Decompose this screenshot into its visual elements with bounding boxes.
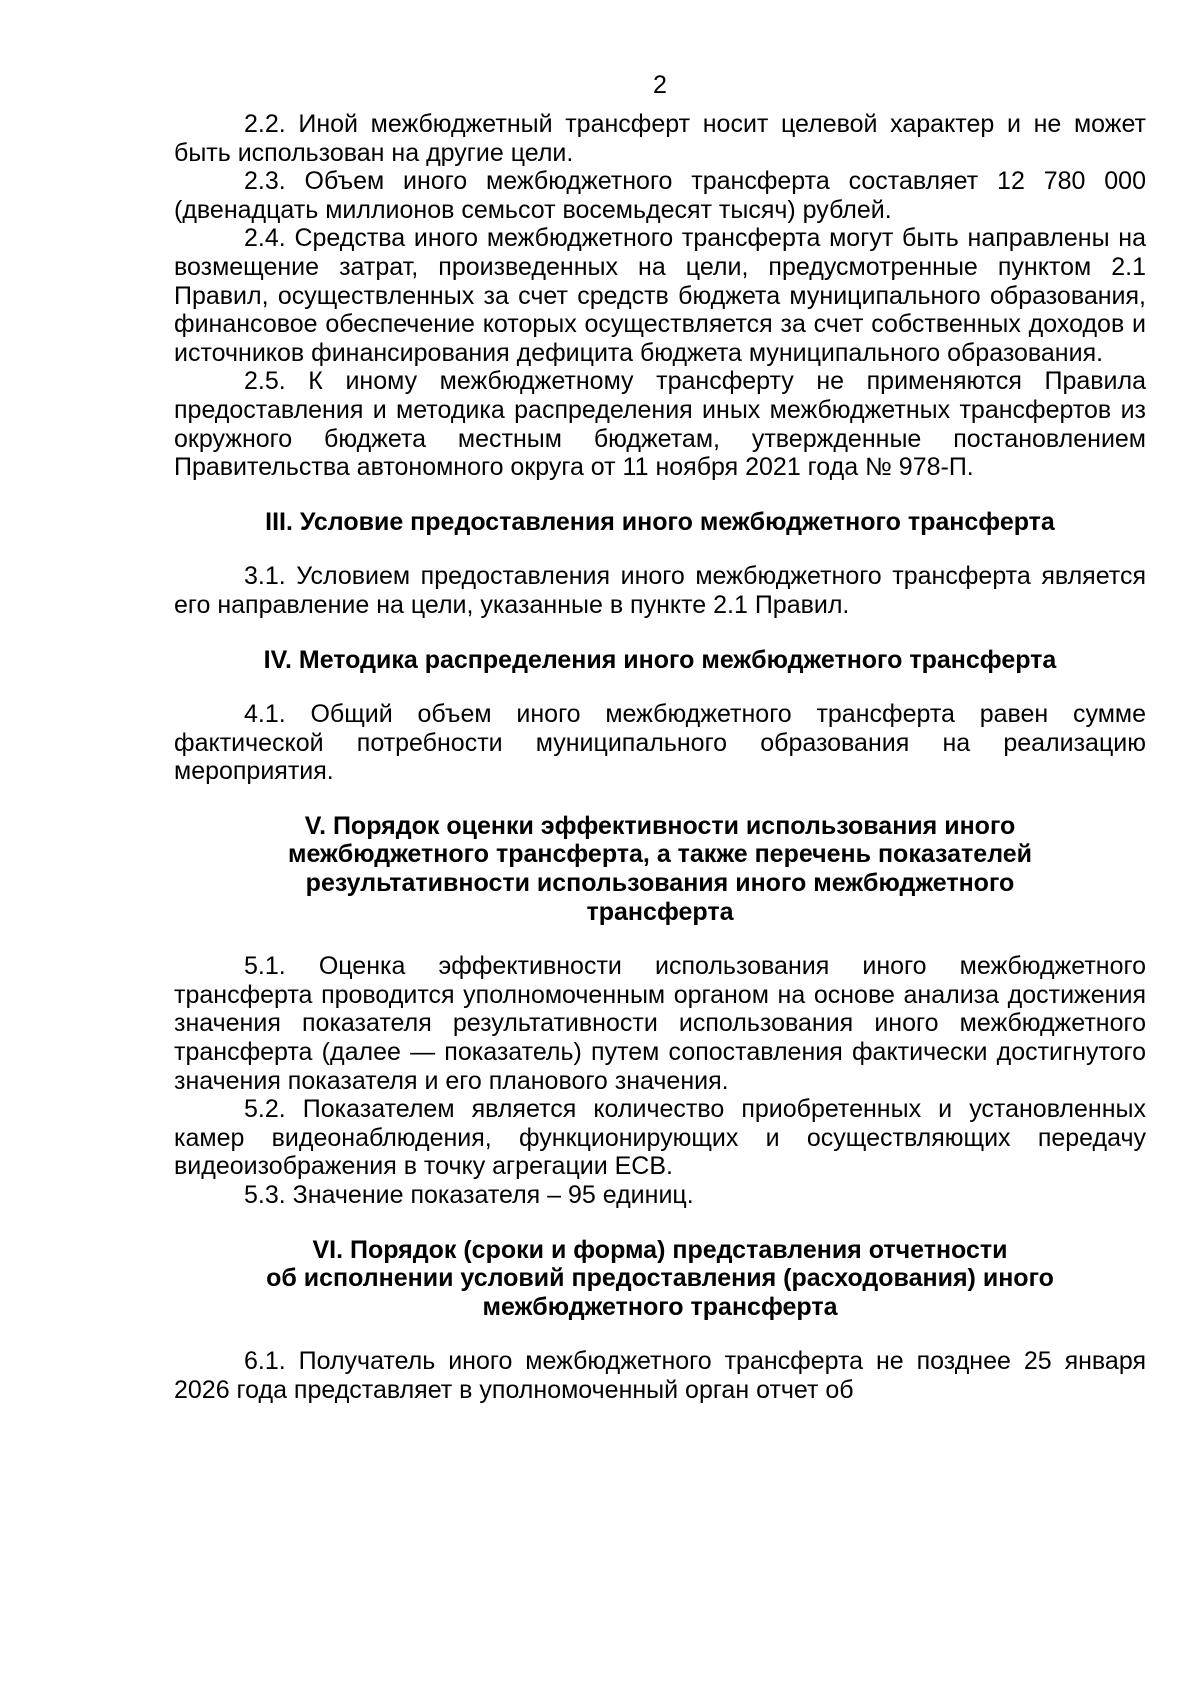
spacer (174, 482, 1146, 508)
spacer (174, 1321, 1146, 1347)
paragraph-2-4: 2.4. Средства иного межбюджетного трансферта могут быть направлены на возмещение затрат, произведенных на цели, предусмотренные пунктом 2.1 Правил, осуществленных за счет средств бюджета муниципального образования, финансовое обеспечение которых осуществляется за счет собственных доходов и источников финансирования дефицита бюджета муниципального образования. (174, 224, 1146, 367)
paragraph-5-1: 5.1. Оценка эффективности использования иного межбюджетного трансферта проводится уполномоченным органом на основе анализа достижения значения показателя результативности использования иного межбюджетного трансферта (далее — показатель) путем сопоставления фактически достигнутого значения показателя и его планового значения. (174, 952, 1146, 1095)
spacer (174, 674, 1146, 700)
spacer (174, 926, 1146, 952)
heading-line: VI. Порядок (сроки и форма) представления отчетности (312, 1235, 1008, 1264)
section-heading-3 (174, 508, 1146, 537)
heading-line: трансферта (586, 897, 734, 926)
paragraph-3-1: 3.1. Условием предоставления иного межбюджетного трансферта является его направление на цели, указанные в пункте 2.1 Правил. (174, 562, 1146, 619)
paragraph-5-2: 5.2. Показателем является количество приобретенных и установленных камер видеонаблюдения, функционирующих и осуществляющих передачу видеоизображения в точку агрегации ЕСВ. (174, 1095, 1146, 1181)
heading-line: межбюджетного трансферта, а также перечень показателей (287, 840, 1033, 869)
paragraph-4-1: 4.1. Общий объем иного межбюджетного трансферта равен сумме фактической потребности муниципального образования на реализацию мероприятия. (174, 700, 1146, 786)
paragraph-2-5: 2.5. К иному межбюджетному трансферту не применяются Правила предоставления и методика распределения иных межбюджетных трансфертов из окружного бюджета местным бюджетам, утвержденные постановлением Правительства автономного округа от 11 ноября 2021 года № 978-П. (174, 367, 1146, 482)
heading-line: V. Порядок оценки эффективности использования иного (304, 811, 1016, 840)
heading-line: III. Условие предоставления иного межбюджетного трансферта (265, 507, 1055, 536)
section-heading-6 (174, 1236, 1146, 1322)
heading-line: результативности использования иного межбюджетного (305, 869, 1015, 898)
heading-line: IV. Методика распределения иного межбюджетного трансферта (263, 645, 1057, 674)
section-heading-5 (174, 812, 1146, 926)
section-heading-4 (174, 646, 1146, 675)
heading-line: межбюджетного трансферта (482, 1292, 838, 1321)
paragraph-2-2: 2.2. Иной межбюджетный трансферт носит целевой характер и не может быть использован на другие цели. (174, 110, 1146, 167)
page-number: 2 (653, 71, 667, 99)
spacer (174, 1210, 1146, 1236)
paragraph-2-3: 2.3. Объем иного межбюджетного трансферта составляет 12 780 000 (двенадцать миллионов семьсот восемьдесят тысяч) рублей. (174, 167, 1146, 224)
paragraph-6-1: 6.1. Получатель иного межбюджетного трансферта не позднее 25 января 2026 года представляет в уполномоченный орган отчет об (174, 1347, 1146, 1404)
spacer (174, 536, 1146, 562)
document-page (174, 68, 1146, 1405)
spacer (174, 620, 1146, 646)
paragraph-5-3: 5.3. Значение показателя – 95 единиц. (244, 1181, 694, 1209)
spacer (174, 786, 1146, 812)
heading-line: об исполнении условий предоставления (расходования) иного (266, 1264, 1054, 1293)
